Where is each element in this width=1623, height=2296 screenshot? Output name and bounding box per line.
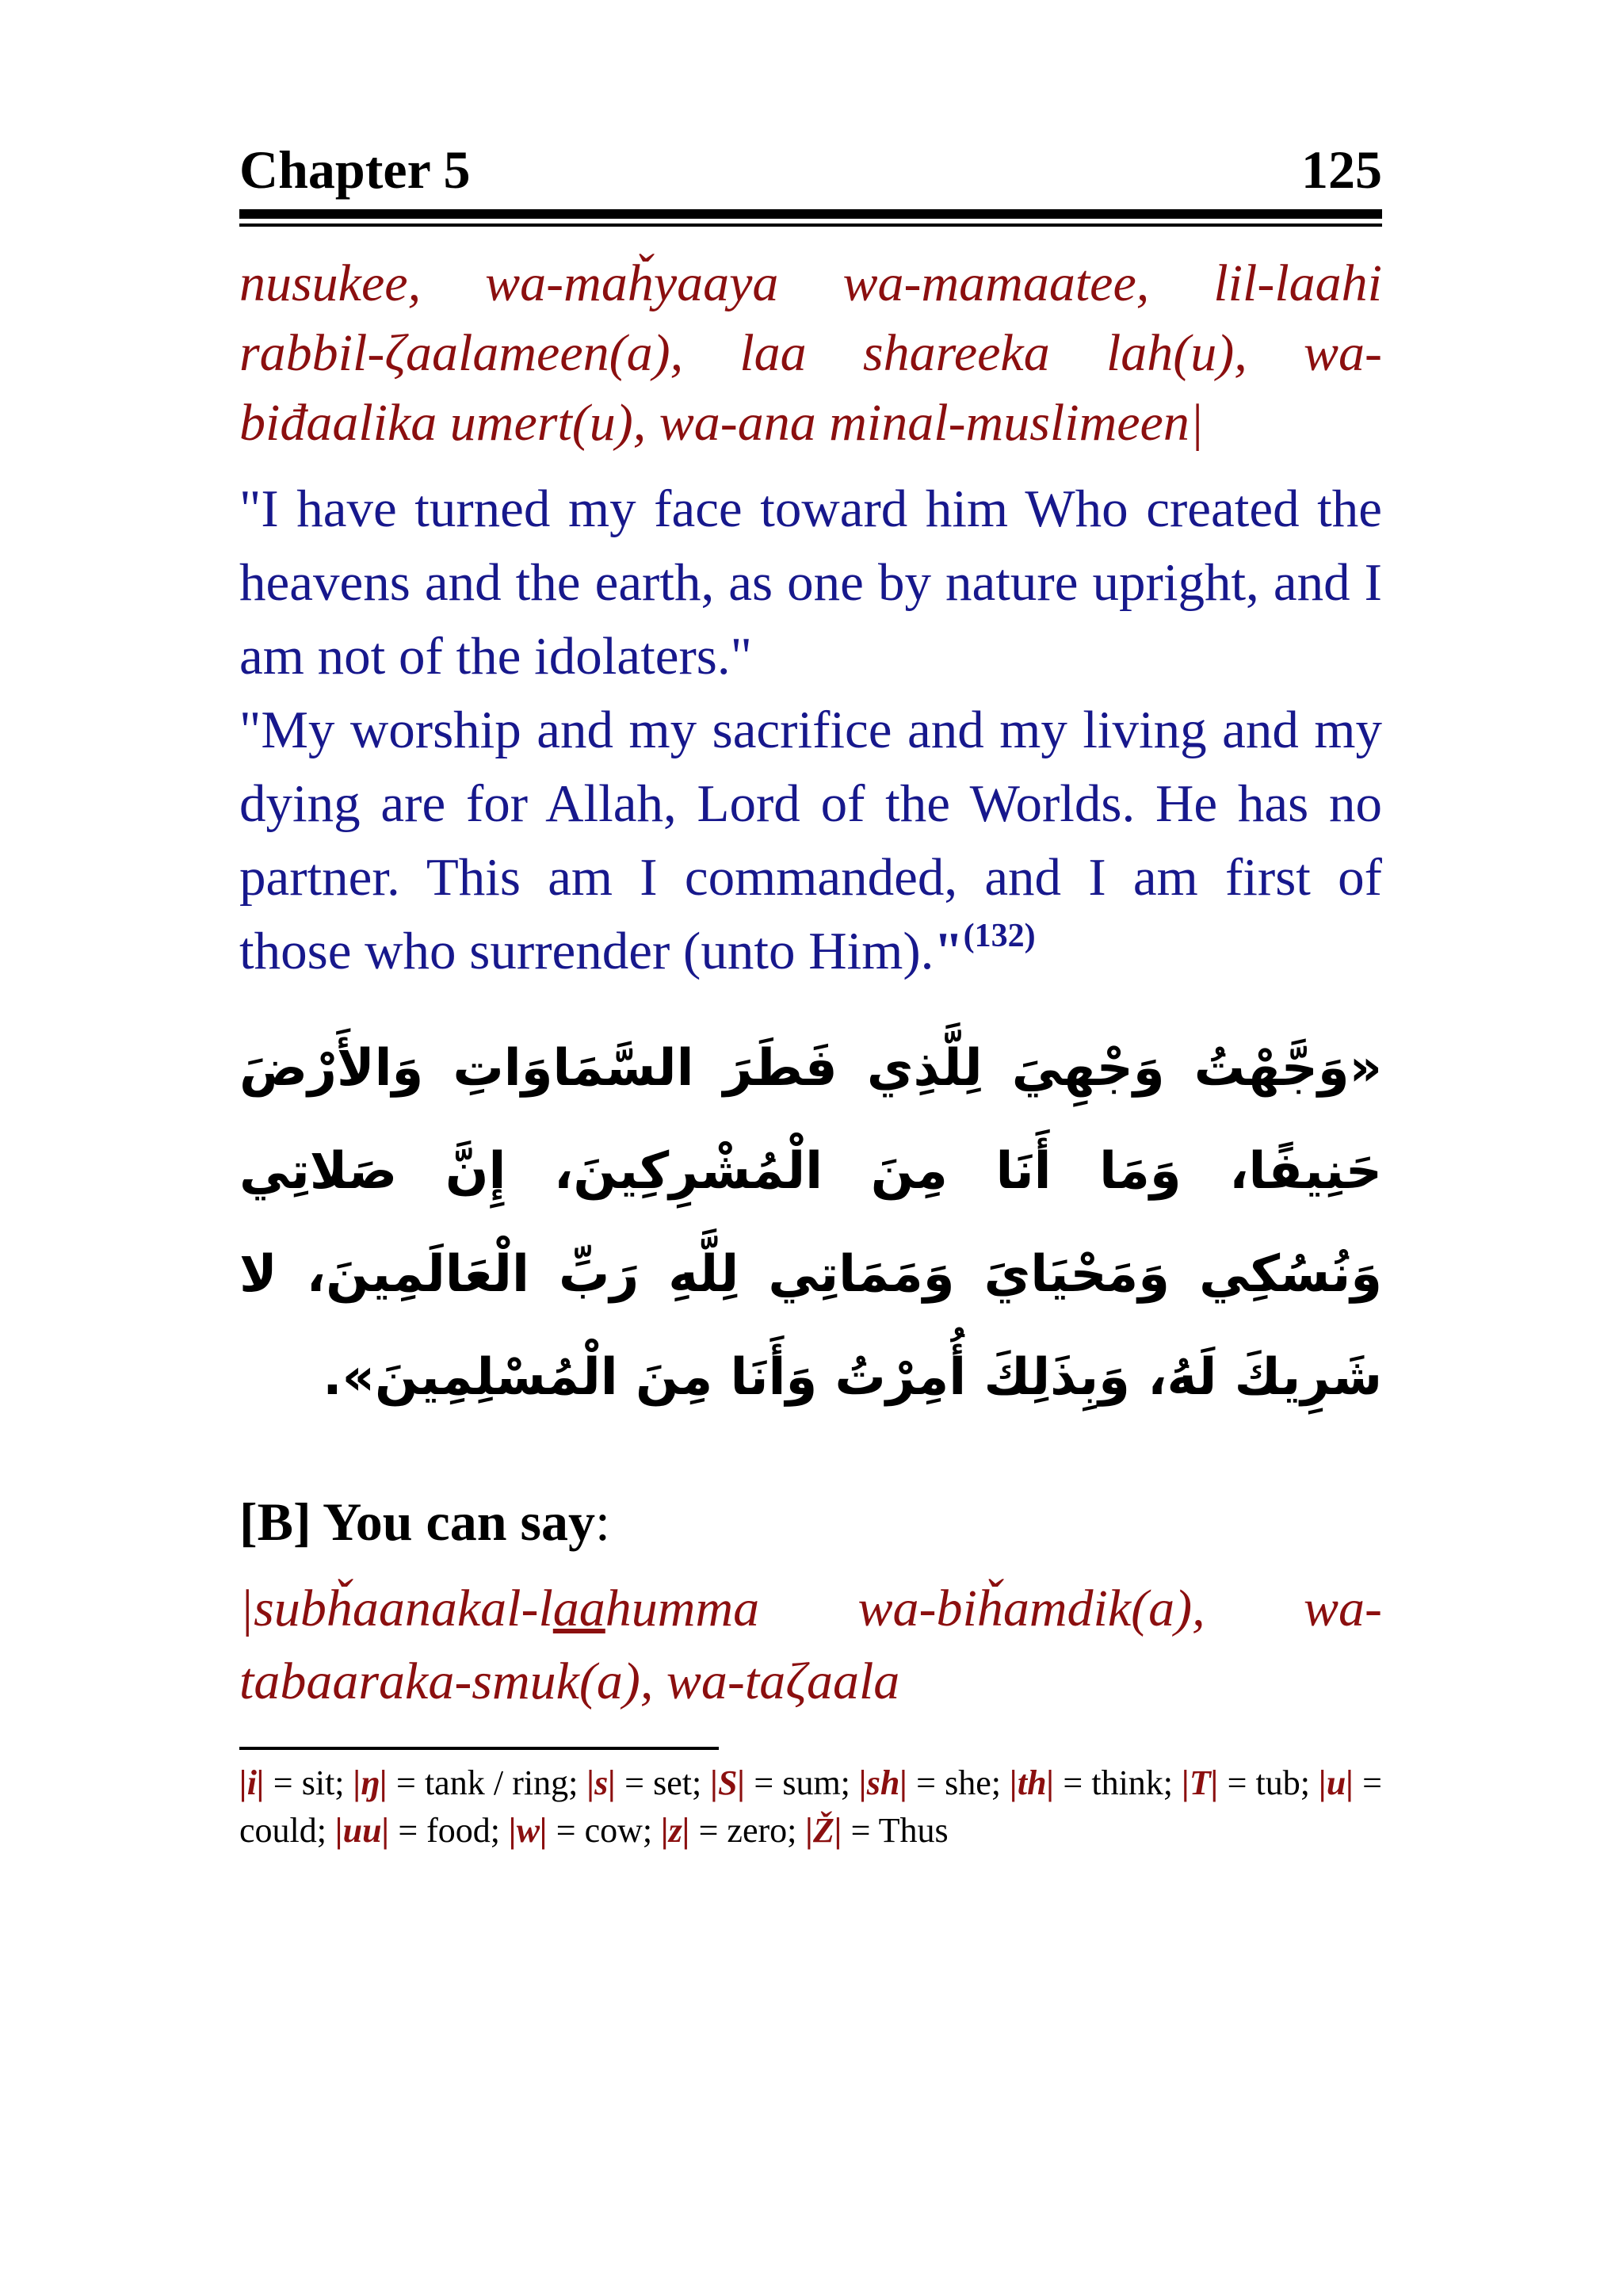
footnote-text: = tub; — [1218, 1763, 1319, 1802]
running-header — [239, 139, 1382, 204]
transliteration-2-underlined: aa — [552, 1580, 605, 1637]
footnote-symbol: |Ž| — [805, 1811, 842, 1850]
section-heading-colon: : — [594, 1492, 610, 1552]
transliteration-2-part-2: humma wa-biȟamdik(a), wa-tabaaraka-smuk(a), wa-taζaala — [239, 1580, 1382, 1710]
footnote-text: = could; — [239, 1763, 1382, 1850]
footnote-text: = food; — [389, 1811, 510, 1850]
footnote-symbol: |S| — [710, 1763, 746, 1802]
footnote-text: = think; — [1054, 1763, 1182, 1802]
footnote-pronunciation-key — [239, 1759, 1382, 1855]
footnote-symbol: |u| — [1319, 1763, 1354, 1802]
transliteration-block-2 — [239, 1572, 1382, 1718]
header-rule-thick — [239, 209, 1382, 219]
chapter-title: Chapter 5 — [239, 139, 471, 200]
footnote-symbol: |z| — [661, 1811, 690, 1850]
footnote-reference: (132) — [963, 918, 1036, 954]
footnote-text: = zero; — [689, 1811, 806, 1850]
page — [239, 139, 1382, 1855]
section-heading-text: [B] You can say — [239, 1492, 595, 1552]
footnote-symbol: |T| — [1182, 1763, 1219, 1802]
footnote-text: = tank / ring; — [387, 1763, 587, 1802]
closing-quote: " — [934, 922, 964, 980]
page-number: 125 — [1301, 139, 1382, 200]
translation-paragraph-2 — [239, 693, 1382, 988]
footnote-symbol: |ŋ| — [353, 1763, 388, 1802]
footnote-symbol: |uu| — [334, 1811, 390, 1850]
translation-paragraph-1: "I have turned my face toward him Who created the heavens and the earth, as one by nature upright, and I am not of the idolaters." — [239, 479, 1382, 686]
transliteration-2-part-1: |subȟaanakal-l — [239, 1580, 553, 1637]
translation-paragraph-2-text: "My worship and my sacrifice and my living and my dying are for Allah, Lord of the Worlds. He has no partner. This am I commanded, and I am first of those who surrender (unto Him). — [239, 701, 1382, 980]
header-rule-thin — [239, 223, 1382, 227]
footnote-text: = she; — [907, 1763, 1010, 1802]
footnote-symbol: |s| — [586, 1763, 616, 1802]
footnote-symbol: |sh| — [859, 1763, 908, 1802]
footnote-text: = sum; — [745, 1763, 860, 1802]
footnote-rule — [239, 1747, 719, 1750]
footnote-symbol: |w| — [509, 1811, 548, 1850]
section-heading-b — [239, 1491, 1382, 1553]
footnote-text: = Thus — [842, 1811, 949, 1850]
footnote-text: = set; — [616, 1763, 711, 1802]
translation-block — [239, 472, 1382, 988]
footnote-text: = cow; — [547, 1811, 662, 1850]
arabic-supplication: «وَجَّهْتُ وَجْهِيَ لِلَّذِي فَطَرَ السَّمَاوَاتِ وَالأَرْضَ حَنِيفًا، وَمَا أَنَا مِنَ الْمُشْرِكِينَ، إِنَّ صَلاتِي وَنُسُكِي وَمَحْيَايَ وَمَمَاتِي لِلَّهِ رَبِّ الْعَالَمِينَ، لا شَرِيكَ لَهُ، وَبِذَلِكَ أُمِرْتُ وَأَنَا مِنَ الْمُسْلِمِينَ». — [239, 1039, 1382, 1407]
footnote-text: = sit; — [264, 1763, 353, 1802]
footnote-symbol: |i| — [239, 1763, 265, 1802]
footnote-symbol: |th| — [1010, 1763, 1055, 1802]
transliteration-block-1: nusukee, wa-maȟyaaya wa-mamaatee, lil-laahi rabbil-ζaalameen(a), laa shareeka lah(u), wa-biđaalika umert(u), wa-ana minal-muslimeen| — [239, 254, 1382, 452]
